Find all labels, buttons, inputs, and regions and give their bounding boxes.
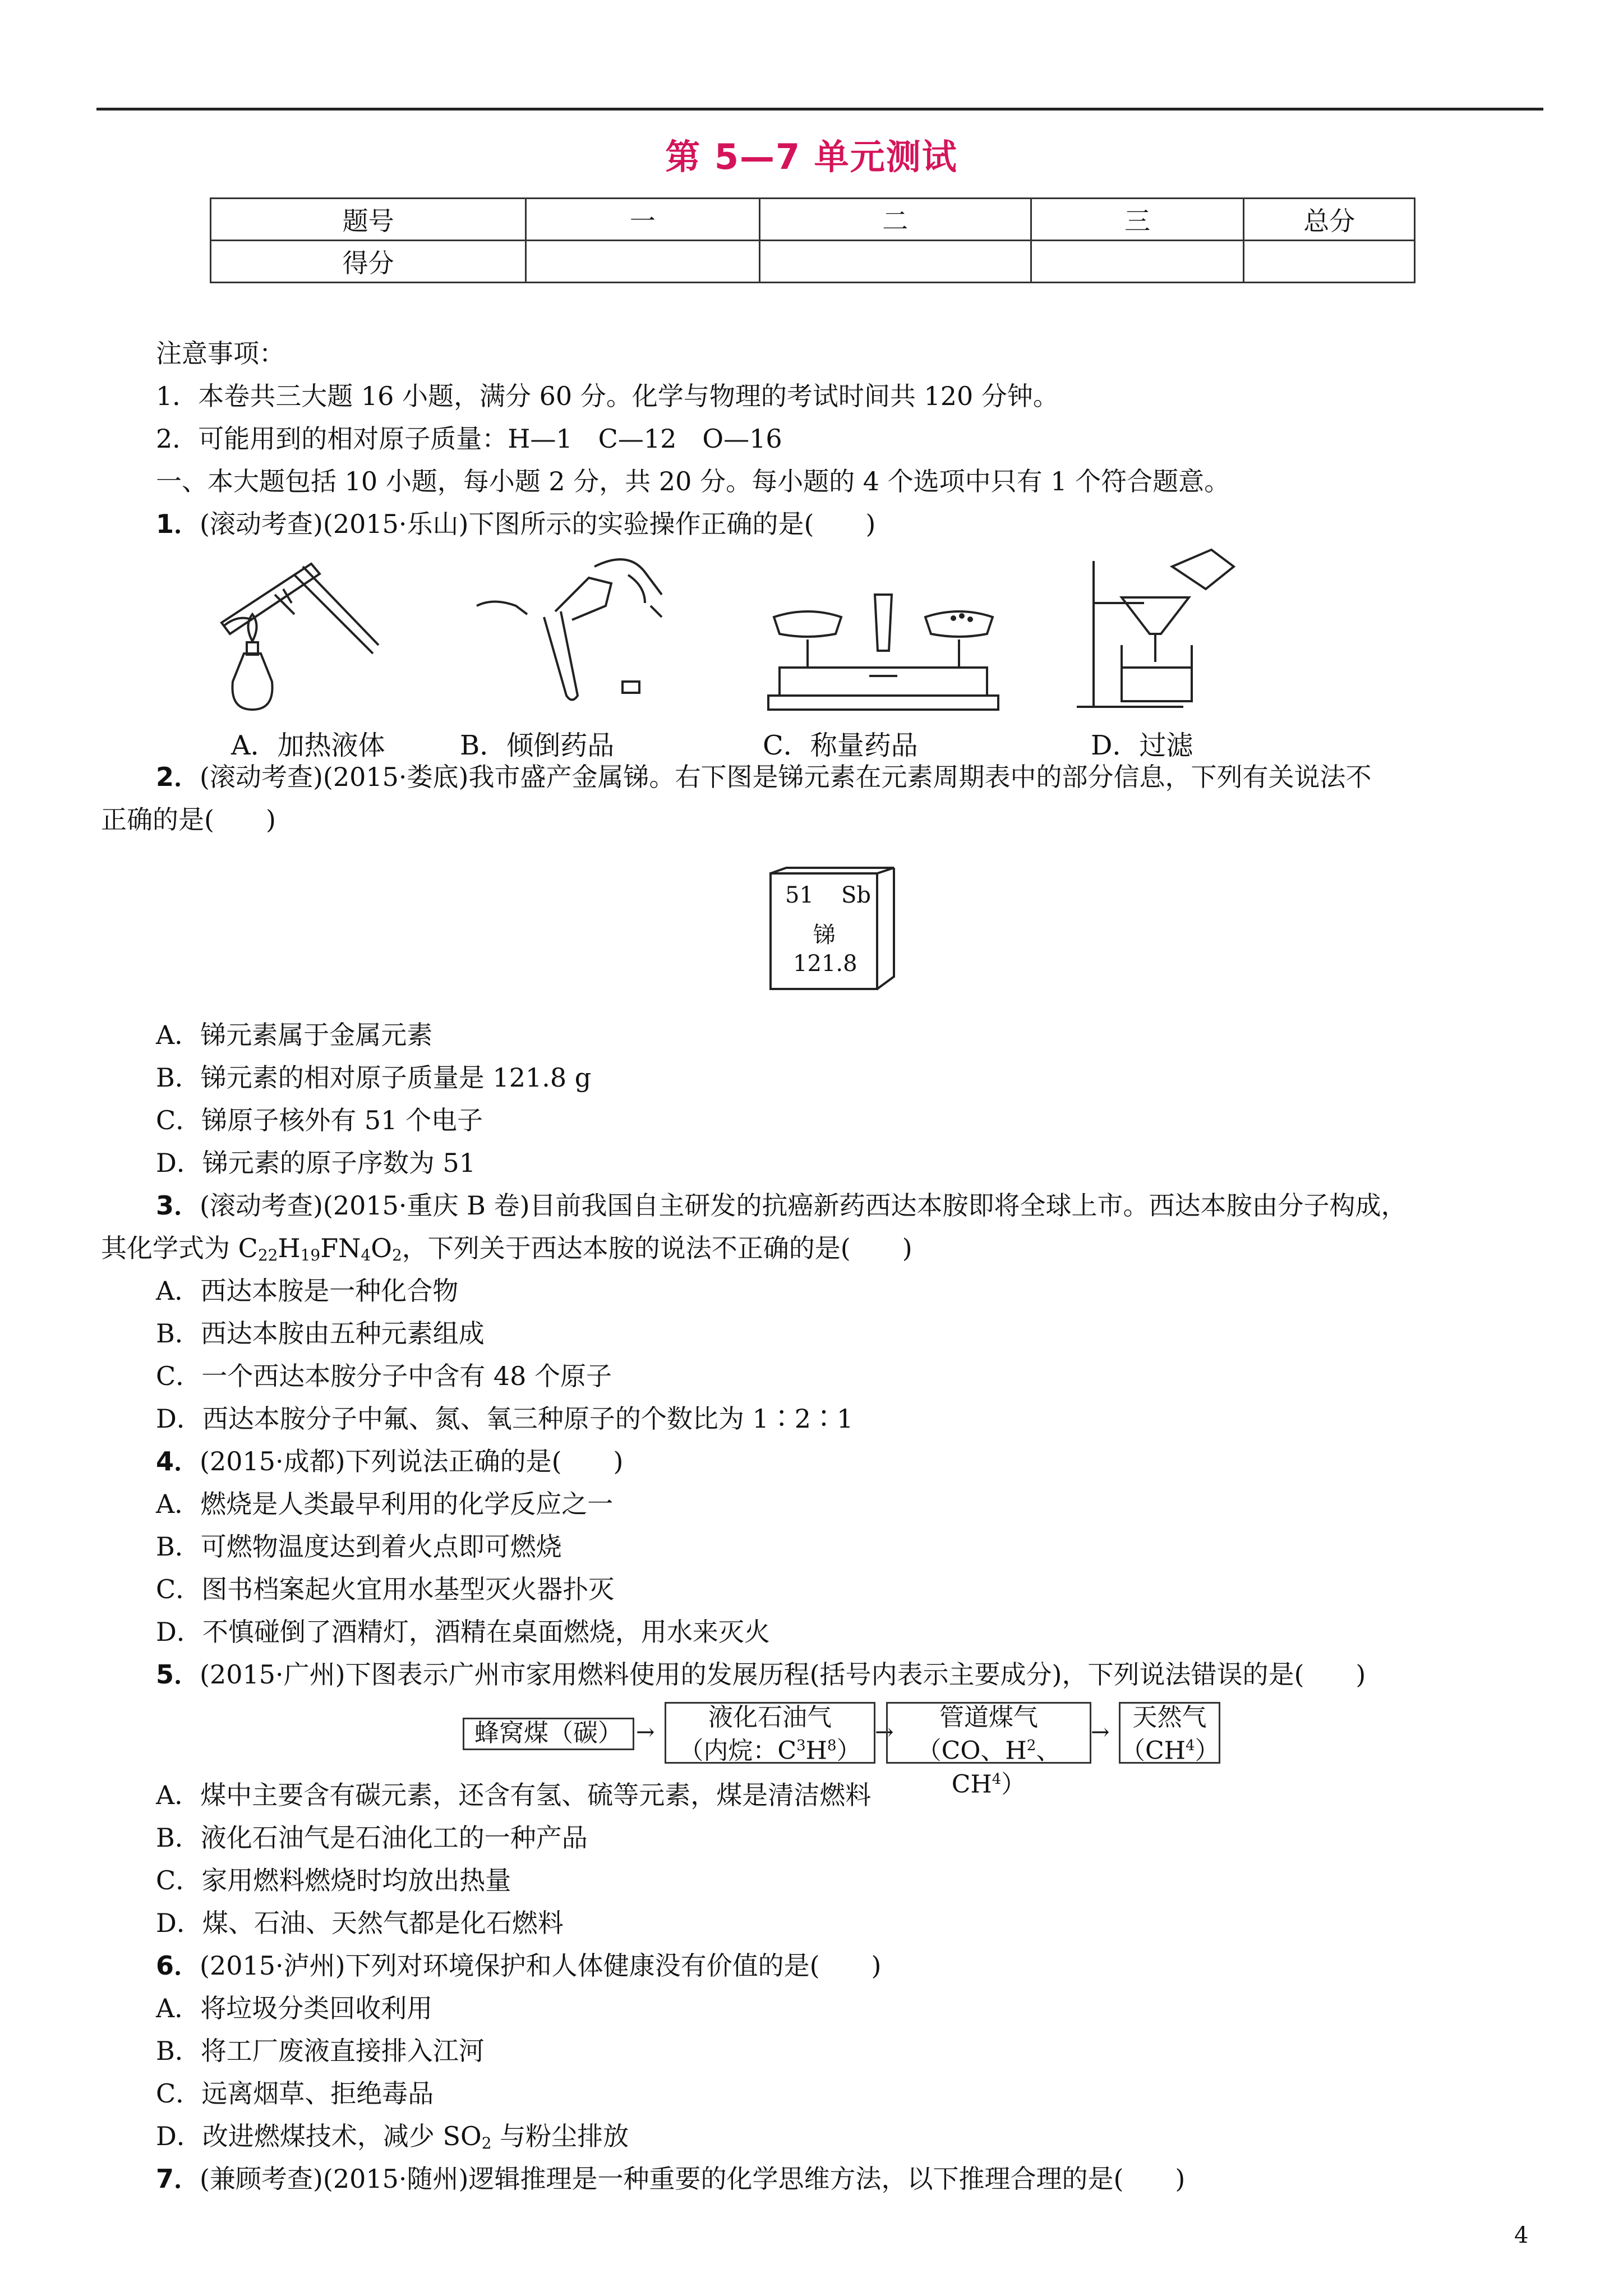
question-1-stem	[156, 507, 875, 541]
q5-option-b: B．液化石油气是石油化工的一种产品	[156, 1823, 588, 1853]
q6-option-a: A．将垃圾分类回收利用	[156, 1993, 433, 2023]
option-label-c: C．称量药品	[763, 730, 918, 761]
notes-heading: 注意事项：	[156, 338, 285, 369]
formula-text: ）	[1195, 1736, 1220, 1765]
score-cell	[1031, 241, 1243, 283]
figure-filtration	[1071, 539, 1251, 718]
q4-option-a: A．燃烧是人类最早利用的化学反应之一	[156, 1489, 614, 1519]
formula-text: （CO、H	[916, 1736, 1027, 1765]
page-number: 4	[1514, 2223, 1529, 2248]
q2-option-a: A．锑元素属于金属元素	[156, 1020, 433, 1050]
flow-box-formula	[1121, 1732, 1219, 1765]
atomic-mass: 121.8	[793, 951, 857, 977]
option-label-b: B．倾倒药品	[460, 730, 615, 761]
formula-text: 其化学式为 C	[101, 1233, 258, 1263]
question-number: 2．	[156, 762, 200, 792]
formula-superscript: 2	[1026, 1737, 1036, 1754]
question-number: 7．	[156, 2164, 200, 2194]
formula-text: H	[278, 1233, 301, 1263]
question-7-stem	[156, 2162, 1185, 2196]
q2-option-b: B．锑元素的相对原子质量是 121.8 g	[156, 1062, 592, 1093]
question-2-stem-line2: 正确的是( )	[101, 804, 276, 835]
formula-superscript: 3	[796, 1737, 806, 1754]
formula-text: O	[371, 1233, 392, 1263]
formula-text: FN	[320, 1233, 361, 1263]
question-3-stem-line2	[101, 1231, 912, 1272]
flow-box-title: 天然气	[1132, 1703, 1207, 1732]
question-text: (滚动考查)(2015·乐山)下图所示的实验操作正确的是( )	[200, 509, 876, 539]
figure-pouring-reagent	[460, 544, 695, 712]
top-rule	[96, 108, 1543, 111]
score-header-cell: 题号	[211, 199, 526, 241]
score-table	[210, 197, 1415, 283]
q5-option-c: C．家用燃料燃烧时均放出热量	[156, 1865, 511, 1895]
score-header-cell: 一	[526, 199, 759, 241]
figure-weighing-reagent	[763, 583, 1004, 712]
formula-text: （内烷：C	[679, 1736, 797, 1765]
score-cell	[526, 241, 759, 283]
q4-option-d: D．不慎碰倒了酒精灯，酒精在桌面燃烧，用水来灭火	[156, 1617, 770, 1647]
question-text: (2015·广州)下图表示广州市家用燃料使用的发展历程(括号内表示主要成分)，下列说法错误的是( )	[200, 1659, 1366, 1690]
element-card-antimony	[769, 867, 898, 991]
score-header-cell: 二	[759, 199, 1031, 241]
atomic-number: 51	[785, 882, 814, 908]
question-text: (2015·泸州)下列对环境保护和人体健康没有价值的是( )	[200, 1950, 882, 1981]
option-label-d: D．过滤	[1091, 730, 1193, 761]
q3-option-a: A．西达本胺是一种化合物	[156, 1276, 459, 1306]
question-text: ，下列关于西达本胺的说法不正确的是( )	[402, 1233, 912, 1263]
score-header-cell: 三	[1031, 199, 1243, 241]
flow-box-formula	[888, 1732, 1090, 1798]
figure-heating-liquid	[199, 541, 390, 721]
q3-option-c: C．一个西达本胺分子中含有 48 个原子	[156, 1361, 612, 1391]
question-text: (滚动考查)(2015·娄底)我市盛产金属锑。右下图是锑元素在元素周期表中的部分信息，下列有关说法不	[200, 762, 1372, 792]
question-number: 4．	[156, 1446, 200, 1476]
q2-option-d: D．锑元素的原子序数为 51	[156, 1148, 476, 1178]
q4-option-c: C．图书档案起火宜用水基型灭火器扑灭	[156, 1574, 615, 1604]
score-row-label: 得分	[211, 241, 526, 283]
question-number: 5．	[156, 1659, 200, 1690]
formula-subscript: 2	[481, 2134, 492, 2152]
formula-superscript: 4	[1186, 1737, 1195, 1754]
section-1-instructions: 一、本大题包括 10 小题，每小题 2 分，共 20 分。每小题的 4 个选项中只有 1 个符合题意。	[156, 466, 1230, 496]
q6-option-b: B．将工厂废液直接排入江河	[156, 2036, 485, 2066]
note-2: 2．可能用到的相对原子质量：H—1 C—12 O—16	[156, 424, 782, 454]
flow-arrow: →	[875, 1719, 894, 1745]
q5-option-a: A．煤中主要含有碳元素，还含有氢、硫等元素，煤是清洁燃料	[156, 1780, 872, 1810]
q6-option-d	[156, 2119, 629, 2160]
formula-text: H	[805, 1736, 828, 1765]
option-text: 与粉尘排放	[491, 2121, 629, 2151]
formula-subscript: 19	[300, 1246, 321, 1264]
formula-text: ）	[1001, 1770, 1026, 1799]
question-5-stem	[156, 1658, 1366, 1691]
page-title: 第 5—7 单元测试	[665, 136, 958, 177]
note-1: 1．本卷共三大题 16 小题，满分 60 分。化学与物理的考试时间共 120 分钟。	[156, 381, 1059, 411]
formula-subscript: 22	[257, 1246, 278, 1264]
q3-option-d: D．西达本胺分子中氟、氮、氧三种原子的个数比为 1∶2∶1	[156, 1404, 854, 1434]
option-label-a: A．加热液体	[231, 730, 385, 761]
flow-arrow: →	[1091, 1719, 1110, 1745]
question-4-stem	[156, 1444, 624, 1478]
question-number: 1．	[156, 509, 200, 539]
question-3-stem-line1	[156, 1189, 1407, 1222]
formula-subscript: 2	[391, 1246, 402, 1264]
score-cell	[759, 241, 1031, 283]
q5-option-d: D．煤、石油、天然气都是化石燃料	[156, 1908, 564, 1938]
formula-subscript: 4	[361, 1246, 371, 1264]
formula-superscript: 8	[827, 1737, 837, 1754]
question-number: 6．	[156, 1950, 200, 1981]
flow-arrow: →	[636, 1719, 655, 1745]
element-symbol: Sb	[841, 882, 872, 908]
question-text: (滚动考查)(2015·重庆 B 卷)目前我国自主研发的抗癌新药西达本胺即将全球上市。西达本胺由分子构成，	[200, 1190, 1407, 1221]
question-number: 3．	[156, 1190, 200, 1221]
option-text: D．改进燃煤技术，减少 SO	[156, 2121, 482, 2151]
question-text: (兼顾考查)(2015·随州)逻辑推理是一种重要的化学思维方法，以下推理合理的是( )	[200, 2164, 1186, 2194]
score-header-cell: 总分	[1244, 199, 1415, 241]
score-table-score-row	[211, 241, 1415, 283]
formula-superscript: 4	[992, 1770, 1002, 1788]
q4-option-b: B．可燃物温度达到着火点即可燃烧	[156, 1531, 562, 1562]
element-name: 锑	[813, 922, 836, 948]
flow-box-honeycomb-coal: 蜂窝煤（碳）	[463, 1718, 634, 1750]
score-cell	[1244, 241, 1415, 283]
formula-text: （CH	[1121, 1736, 1186, 1765]
q6-option-c: C．远离烟草、拒绝毒品	[156, 2078, 434, 2109]
formula-text: 、CH	[951, 1736, 1061, 1799]
score-table-header-row	[211, 199, 1415, 241]
formula-text: ）	[836, 1736, 861, 1765]
flow-box-formula	[666, 1732, 874, 1765]
q2-option-c: C．锑原子核外有 51 个电子	[156, 1105, 483, 1135]
flow-box-lpg	[665, 1702, 875, 1764]
flow-box-natural-gas	[1119, 1702, 1220, 1764]
flow-box-title: 管道煤气	[939, 1703, 1038, 1732]
flow-box-pipeline-gas	[886, 1702, 1091, 1799]
question-6-stem	[156, 1949, 882, 1982]
flow-box-title: 液化石油气	[708, 1703, 832, 1732]
question-text: (2015·成都)下列说法正确的是( )	[200, 1446, 624, 1476]
question-2-stem-line1	[156, 760, 1372, 794]
q3-option-b: B．西达本胺由五种元素组成	[156, 1318, 485, 1349]
